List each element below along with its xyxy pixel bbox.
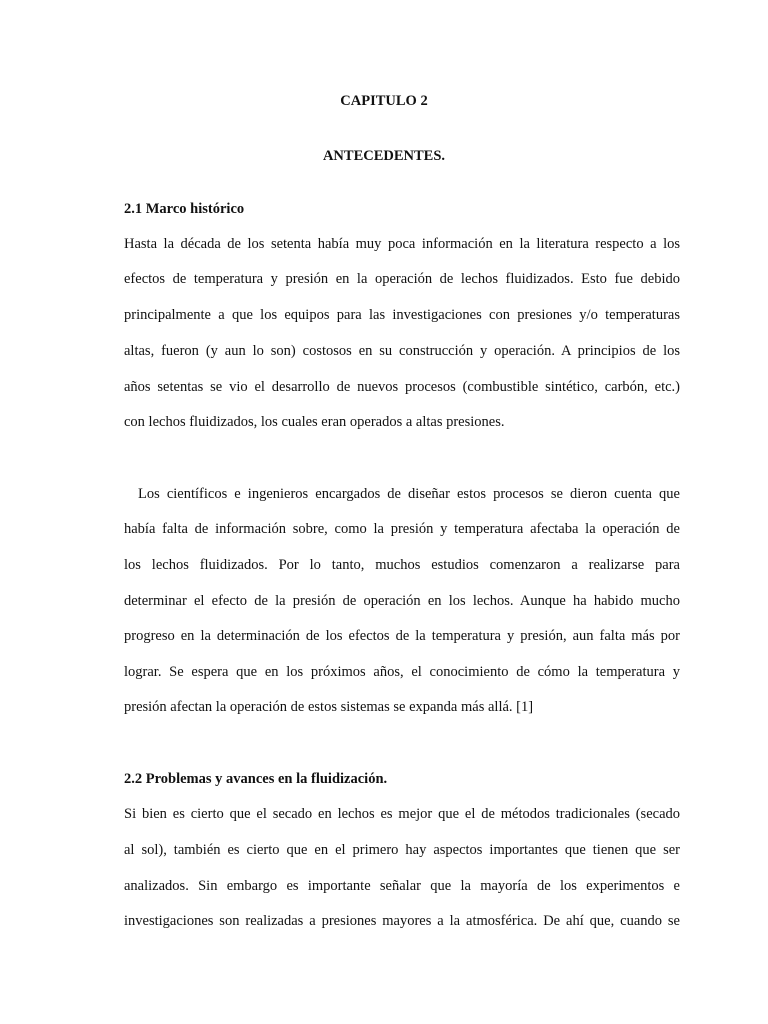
paragraph-line: efectos de temperatura y presión en la operación de lechos fluidizados. Esto fue debido	[124, 271, 680, 287]
paragraph-line: principalmente a que los equipos para las investigaciones con presiones y/o temperaturas	[124, 307, 680, 323]
paragraph-line: había falta de información sobre, como la presión y temperatura afectaba la operación de	[124, 521, 680, 537]
paragraph-line: Hasta la década de los setenta había muy poca información en la literatura respecto a los	[124, 236, 680, 252]
paragraph-line: lograr. Se espera que en los próximos años, el conocimiento de cómo la temperatura y	[124, 664, 680, 680]
paragraph-line: analizados. Sin embargo es importante señalar que la mayoría de los experimentos e	[124, 878, 680, 894]
paragraph-line: Los científicos e ingenieros encargados de diseñar estos procesos se dieron cuenta que	[138, 486, 680, 502]
paragraph-line: años setentas se vio el desarrollo de nuevos procesos (combustible sintético, carbón, etc.)	[124, 379, 680, 395]
section-2-1-heading: 2.1 Marco histórico	[124, 201, 245, 217]
paragraph-line: al sol), también es cierto que en el primero hay aspectos importantes que tienen que ser	[124, 842, 680, 858]
paragraph-line: con lechos fluidizados, los cuales eran operados a altas presiones.	[124, 414, 505, 430]
paragraph-line: altas, fueron (y aun lo son) costosos en su construcción y operación. A principios de los	[124, 343, 680, 359]
paragraph-line: progreso en la determinación de los efectos de la temperatura y presión, aun falta más por	[124, 628, 680, 644]
paragraph-line: investigaciones son realizadas a presiones mayores a la atmosférica. De ahí que, cuando se	[124, 913, 680, 929]
chapter-title: CAPITULO 2	[340, 93, 428, 109]
paragraph-line: Si bien es cierto que el secado en lechos es mejor que el de métodos tradicionales (secado	[124, 806, 680, 822]
paragraph-line: los lechos fluidizados. Por lo tanto, muchos estudios comenzaron a realizarse para	[124, 557, 680, 573]
section-2-2-heading: 2.2 Problemas y avances en la fluidización.	[124, 771, 388, 787]
section-title: ANTECEDENTES.	[322, 148, 446, 164]
paragraph-line: determinar el efecto de la presión de operación en los lechos. Aunque ha habido mucho	[124, 593, 680, 609]
paragraph-line: presión afectan la operación de estos sistemas se expanda más allá. [1]	[124, 699, 534, 715]
